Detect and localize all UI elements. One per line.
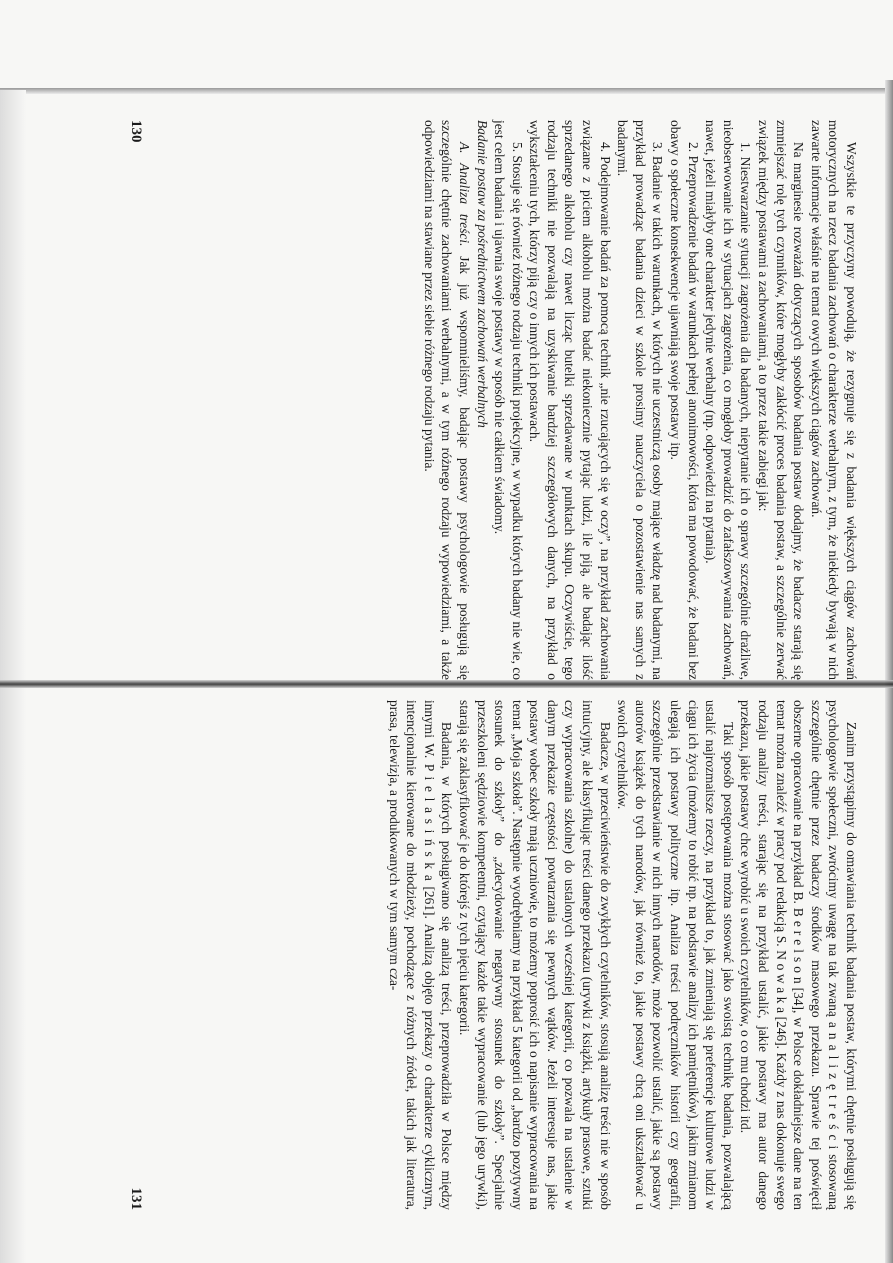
paragraph: Zanim przystąpimy do omawiania technik badania postaw, którymi chętnie posługują się psychologowie społeczni, zwrócimy uwagę na tak zwaną a n a l i z ę t r e ś c i stosowaną szczególnie chętnie przez badaczy środków masowego przekazu. Sprawie tej poświęcił obszerne opracowanie na przykład B. B e r e l s o n [34], w Polsce dokładniejsze dane na ten temat można znaleźć w pracy pod redakcją S. N o w a k a [246]. Każdy z nas dokonuje swego rodzaju analizy treści, starając się na przykład ustalić, jakie postawy ma autor danego przekazu, jakie postawy chce wyrobić u swoich czytelników, o co mu chodzi itd. <box>738 700 859 1210</box>
paragraph-lead: A. Analiza treści. <box>456 142 472 247</box>
book-spine <box>0 680 893 688</box>
paragraph: Badania, w których posługiwano się analizą treści, przeprowadziła w Polsce między innymi W. P i e l a s i ń s k a [261]. Analizą objęto przekazy o charakterze cyklicznym, intencjonalnie kierowane do młodzieży, pochodzące z różnych źródeł, takich jak literatura, prasa, telewizja, a produkowanych w tym samym cza- <box>386 700 455 1210</box>
page-top-edge <box>0 88 893 94</box>
page-130-text <box>420 120 860 680</box>
paragraph-body: Jak już wspomnieliśmy, badając postawy psychologowie posługują się szczególnie chętnie zachowaniami werbalnymi, a w tym różnego rodzaju wypowiedziami, a także odpowiedziami na stawiane przez siebie różnego rodzaju pytania. <box>421 120 472 680</box>
page-131-text <box>385 700 860 1210</box>
paragraph <box>420 120 473 680</box>
paragraph: Na marginesie rozważań dotyczących sposobów badania postaw dodajmy, że badacze starają się zmniejszać rolę tych czynników, które mogłyby zakłócić proces badania postaw, a szczególnie zerwać związek między postawami a zachowaniami, a to przez takie zabiegi jak: <box>756 120 807 680</box>
section-heading: Badanie postaw za pośrednictwem zachowań werbalnych <box>474 120 490 428</box>
page-130 <box>120 120 860 680</box>
page-left-edge <box>0 90 26 1263</box>
list-item: 5. Stosuje się również różnego rodzaju techniki projekcyjne, w wypadku których badany nie wie, co jest celem badania i ujawnia swoje postawy w sposób nie całkiem świadomy. <box>492 120 525 680</box>
paragraph: Badacze, w przeciwieństwie do zwykłych czytelników, stosują analizę treści nie w sposób intuicyjny, ale klasyfikując treści danego przekazu (urywki z książki, artykuły prasowe, sztuki czy wypracowania szkolne) do ustalonych wcześniej kategorii, co pozwala na ustalenie w danym przekazie częstości powtarzania się pewnych wątków. Jeżeli interesuje nas, jakie postawy wobec szkoły mają uczniowie, to możemy poprosić ich o napisanie wypracowania na temat „Moja szkoła”. Następnie wyodrębniamy na przykład 5 kategorii od „bardzo pozytywny stosunek do szkoły” do „zdecydowanie negatywny stosunek do szkoły”. Specjalnie przeszkoleni sędziowie kompetentni, czytający każde takie wypracowanie (lub jego urywki), starają się zaklasyfikować je do którejś z tych pięciu kategorii. <box>456 700 613 1210</box>
list-item: 3. Badanie w takich warunkach, w których nie uczestniczą osoby mające władzę nad badanymi, na przykład prowadząc badania dzieci w szkole prosimy nauczyciela o pozostawienie nas samych z badanymi. <box>615 120 666 680</box>
paragraph: Taki sposób postępowania można stosować jako swoistą technikę badania, pozwalającą ustalić najrozmaitsze rzeczy, na przykład to, jak zmieniają się preferencje kulturowe ludzi w ciągu ich życia (możemy to robić np. na podstawie analizy ich pamiętników), jakim zmianom ulegają ich postawy polityczne itp. Analiza treści podręczników historii czy geografii, szczególnie przedstawianie w nich innych narodów, może pozwolić ustalić, jakie są postawy autorów książek do tych narodów, jak również to, jakie postawy chcą oni ukształtować u swoich czytelników. <box>615 700 736 1210</box>
page-131 <box>120 700 860 1210</box>
page-right-edge <box>885 80 893 1263</box>
page-number: 130 <box>128 120 144 143</box>
list-item: 1. Niestwarzanie sytuacji zagrożenia dla badanych, niepytanie ich o sprawy szczególnie drażliwe, nieobserwowanie ich w sytuacjach zagrożenia, co mogłoby prowadzić do zafałszowywania zachowań, nawet, jeżeli miałyby one charakter jedynie werbalny (np. odpowiedzi na pytania). <box>703 120 754 680</box>
page-number: 131 <box>128 1187 144 1210</box>
list-item: 2. Przeprowadzenie badań w warunkach pełnej anonimowości, która ma powodować, że badani bez obawy o społeczne konsekwencje ujawniają swoje postawy itp. <box>668 120 701 680</box>
list-item: 4. Podejmowanie badań za pomocą technik „nie rzucających się w oczy”, na przykład zachowania związane z piciem alkoholu można badać niekoniecznie pytając ludzi, ile piją, ale badając ilość sprzedanego alkoholu czy nawet licząc butelki sprzedawane w punktach skupu. Oczywiście, tego rodzaju techniki nie pozwalają na uzyskiwanie bardziej szczegółowych danych, na przykład o wykształceniu tych, którzy piją czy o innych ich postawach. <box>527 120 613 680</box>
paragraph: Wszystkie te przyczyny powodują, że rezygnuje się z badania większych ciągów zachowań motorycznych na rzecz badania zachowań o charakterze werbalnym, z tym, że niekiedy bywają w nich zawarte informacje właśnie na temat owych większych ciągów zachowań. <box>808 120 859 680</box>
